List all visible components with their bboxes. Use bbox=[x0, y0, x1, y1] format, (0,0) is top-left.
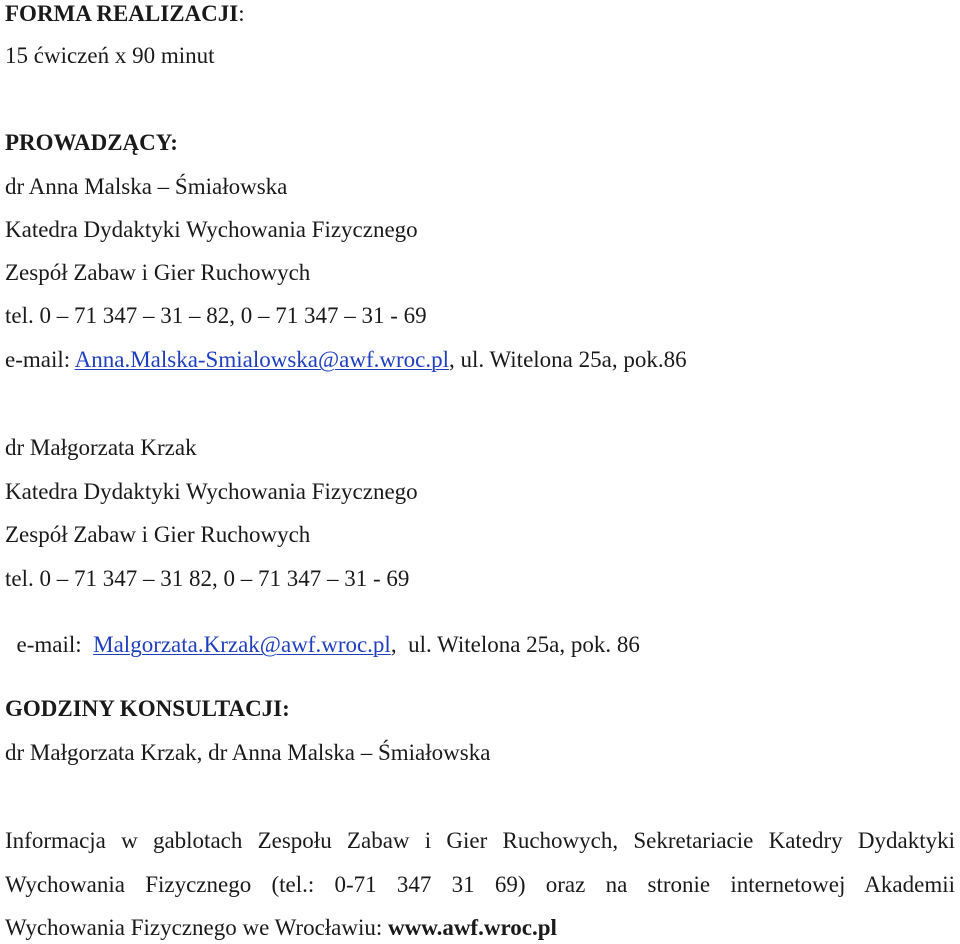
prowadzacy-heading: PROWADZĄCY: bbox=[5, 130, 178, 155]
person1-tel: tel. 0 – 71 347 – 31 – 82, 0 – 71 347 – 31 - 69 bbox=[5, 303, 427, 328]
person2-email-prefix: e-mail: bbox=[16, 632, 94, 657]
person1-name: dr Anna Malska – Śmiałowska bbox=[5, 174, 288, 199]
info-line-2: Wychowania Fizycznego (tel.: 0-71 347 31 69) oraz na stronie internetowej Akademii bbox=[5, 872, 955, 897]
person1-email-link[interactable]: Anna.Malska-Smialowska@awf.wroc.pl bbox=[74, 347, 450, 372]
person2-email-line bbox=[5, 610, 640, 656]
forma-heading-colon: : bbox=[238, 1, 245, 26]
person1-email-prefix: e-mail: bbox=[5, 347, 75, 372]
person2-tel: tel. 0 – 71 347 – 31 82, 0 – 71 347 – 31 - 69 bbox=[5, 566, 410, 591]
info-line-3-text: Wychowania Fizycznego we Wrocławiu: bbox=[5, 915, 389, 940]
person1-dept: Katedra Dydaktyki Wychowania Fizycznego bbox=[5, 217, 418, 242]
info-line-1: Informacja w gablotach Zespołu Zabaw i Gier Ruchowych, Sekretariacie Katedry Dydaktyki bbox=[5, 828, 955, 853]
person1-team: Zespół Zabaw i Gier Ruchowych bbox=[5, 260, 311, 285]
person2-email-link[interactable]: Malgorzata.Krzak@awf.wroc.pl bbox=[93, 632, 391, 657]
person1-email-suffix: , ul. Witelona 25a, pok.86 bbox=[449, 347, 687, 372]
person1-email-line bbox=[5, 348, 687, 371]
info-line-3 bbox=[5, 916, 557, 939]
awf-website-url[interactable]: www.awf.wroc.pl bbox=[388, 915, 557, 940]
forma-heading: FORMA REALIZACJI bbox=[5, 1, 239, 26]
forma-heading-line bbox=[5, 2, 245, 25]
person2-team: Zespół Zabaw i Gier Ruchowych bbox=[5, 522, 311, 547]
forma-text: 15 ćwiczeń x 90 minut bbox=[5, 43, 215, 68]
konsultacje-heading: GODZINY KONSULTACJI: bbox=[5, 696, 290, 721]
info-paragraph bbox=[5, 829, 955, 917]
konsultacje-text: dr Małgorzata Krzak, dr Anna Malska – Śmiałowska bbox=[5, 740, 491, 765]
person2-email-suffix: , ul. Witelona 25a, pok. 86 bbox=[390, 632, 640, 657]
person2-name: dr Małgorzata Krzak bbox=[5, 435, 197, 460]
person2-dept: Katedra Dydaktyki Wychowania Fizycznego bbox=[5, 479, 418, 504]
